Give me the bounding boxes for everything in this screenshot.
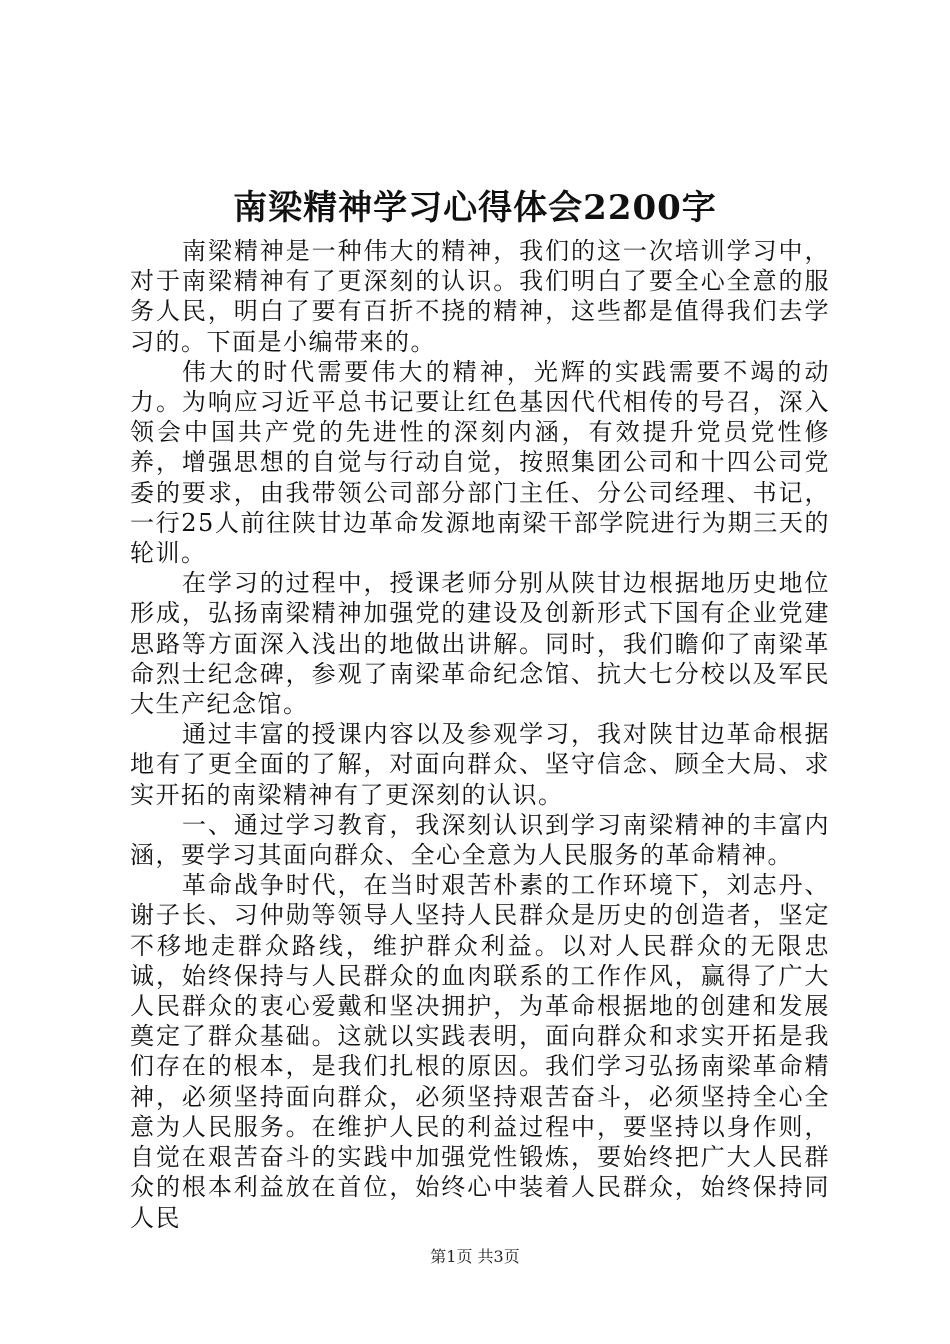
paragraph-intro: 南梁精神是一种伟大的精神，我们的这一次培训学习中，对于南梁精神有了更深刻的认识。我们明白了要全心全意的服务人民，明白了要有百折不挠的精神，这些都是值得我们去学习的。下面是小编带来的。	[130, 237, 830, 356]
page-footer: 第1页 共3页	[430, 1247, 520, 1266]
document-title: 南梁精神学习心得体会2200字	[233, 188, 717, 228]
paragraph-revolution-era: 革命战争时代，在当时艰苦朴素的工作环境下，刘志丹、谢子长、习仲勋等领导人坚持人民群众是历史的创造者，坚定不移地走群众路线，维护群众利益。以对人民群众的无限忠诚，始终保持与人民群众的血肉联系的工作作风，赢得了广大人民群众的衷心爱戴和坚决拥护，为革命根据地的创建和发展奠定了群众基础。这就以实践表明，面向群众和求实开拓是我们存在的根本，是我们扎根的原因。我们学习弘扬南梁革命精神，必须坚持面向群众，必须坚持艰苦奋斗，必须坚持全心全意为人民服务。在维护人民的利益过程中，要坚持以身作则，自觉在艰苦奋斗的实践中加强党性锻炼，要始终把广大人民群众的根本利益放在首位，始终心中装着人民群众，始终保持同人民	[130, 871, 830, 1232]
paragraph-point-one: 一、通过学习教育，我深刻认识到学习南梁精神的丰富内涵，要学习其面向群众、全心全意为人民服务的革命精神。	[130, 810, 830, 870]
paragraph-background: 伟大的时代需要伟大的精神，光辉的实践需要不竭的动力。为响应习近平总书记要让红色基因代代相传的号召，深入领会中国共产党的先进性的深刻内涵，有效提升党员党性修养，增强思想的自觉与行动自觉，按照集团公司和十四公司党委的要求，由我带领公司部分部门主任、分公司经理、书记，一行25人前往陕甘边革命发源地南梁干部学院进行为期三天的轮训。	[130, 357, 830, 568]
paragraph-study-process: 在学习的过程中，授课老师分别从陕甘边根据地历史地位形成，弘扬南梁精神加强党的建设及创新形式下国有企业党建思路等方面深入浅出的地做出讲解。同时，我们瞻仰了南梁革命烈士纪念碑，参观了南梁革命纪念馆、抗大七分校以及军民大生产纪念馆。	[130, 569, 830, 719]
document-body	[130, 236, 830, 1233]
paragraph-understanding: 通过丰富的授课内容以及参观学习，我对陕甘边革命根据地有了更全面的了解，对面向群众、坚守信念、顾全大局、求实开拓的南梁精神有了更深刻的认识。	[130, 720, 830, 809]
